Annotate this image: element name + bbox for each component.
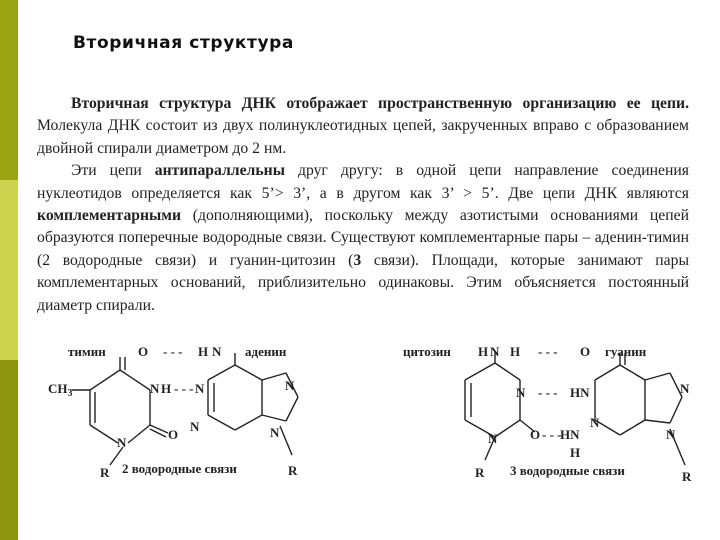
paragraph-1-lead: Вторичная структура ДНК отображает пространственную организацию ее цепи. (71, 95, 689, 112)
guanine-o-top: O (580, 344, 591, 359)
guanine-label: гуанин (605, 344, 647, 359)
slide-title: Вторичная структура (73, 33, 294, 53)
paragraph-2-text-3: (дополняющими), поскольку между азотистыми основаниями цепей образуются поперечные водородные связи. Существуют комплементарные пары – аденин-тимин (2 водородные связи) и гуанин-цитозин ( (37, 207, 689, 269)
adenine-amino-n: N (212, 344, 222, 359)
cytosine-n3: N (516, 385, 526, 400)
cytosine-amino-h: H (478, 344, 489, 359)
adenine-n9: N (270, 425, 280, 440)
slide-sidebar (0, 0, 18, 540)
term-antiparallel: антипараллельны (154, 162, 285, 180)
sidebar-segment-middle (0, 180, 18, 360)
adenine-n7: N (285, 378, 295, 393)
adenine-n3: N (190, 419, 200, 434)
sidebar-segment-bottom (0, 360, 18, 540)
bond-count-gc: 3 (353, 251, 362, 269)
thymine-label: тимин (68, 344, 106, 359)
thymine-r: R (100, 465, 110, 480)
guanine-n3: N (590, 415, 600, 430)
paragraph-2-text-1: Эти цепи (71, 162, 155, 180)
left-caption: 2 водородные связи (122, 461, 237, 476)
right-caption: 3 водородные связи (510, 463, 625, 478)
paragraph-2-text-4: связи). Площади, которые занимают пары комплементарных оснований, приблизительно одинаковы. Этим объясняется постоянный диаметр спирали. (37, 251, 689, 314)
adenine-n1: N (195, 381, 205, 396)
thymine-o-right: O (168, 427, 179, 442)
base-pairing-diagram (30, 335, 710, 490)
guanine-amino-h: H (570, 445, 581, 460)
term-complementary: комплементарными (37, 207, 182, 225)
guanine-n7: N (680, 381, 690, 396)
cytosine-amino-h2: H (510, 344, 521, 359)
paragraph-1 (37, 93, 689, 160)
left-hbond-dots-middle: - - - (174, 381, 194, 396)
adenine-r: R (288, 463, 298, 478)
right-hbond-dots-middle: - - - (538, 385, 558, 400)
cytosine-o: O (530, 427, 541, 442)
adenine-amino-h: H (198, 344, 209, 359)
cytosine-r: R (475, 465, 485, 480)
cytosine-n1: N (488, 431, 498, 446)
guanine-amino-hn: HN (560, 427, 580, 442)
right-hbond-dots-top: - - - (538, 344, 558, 359)
thymine-nh-h: H (161, 381, 172, 396)
paragraph-1-rest: Молекула ДНК состоит из двух полинуклеотидных цепей, закрученных вправо с образованием двойной спирали диаметром до 2 нм. (37, 117, 689, 157)
cytosine-amino-n: N (490, 344, 500, 359)
guanine-n9: N (666, 427, 676, 442)
guanine-r: R (682, 469, 692, 484)
thymine-nh-n: N (150, 381, 160, 396)
left-hbond-dots-top: - - - (163, 344, 183, 359)
thymine-n-bottom: N (117, 435, 127, 450)
cytosine-label: цитозин (403, 344, 451, 359)
thymine-o-top: O (138, 344, 149, 359)
sidebar-segment-top (0, 0, 18, 180)
paragraph-2 (37, 160, 689, 317)
guanine-hn: HN (570, 385, 590, 400)
paragraph-2-text-2: друг другу: в одной цепи направление соединения нуклеотидов определяется как 5’> 3’, а в другом как 3’ > 5’. Две цепи ДНК являются (37, 162, 689, 202)
right-hbond-dots-bottom: - - - (542, 427, 562, 442)
adenine-label: аденин (245, 344, 287, 359)
methyl-group: $CH_3$ (48, 381, 73, 399)
body-text (37, 93, 689, 317)
